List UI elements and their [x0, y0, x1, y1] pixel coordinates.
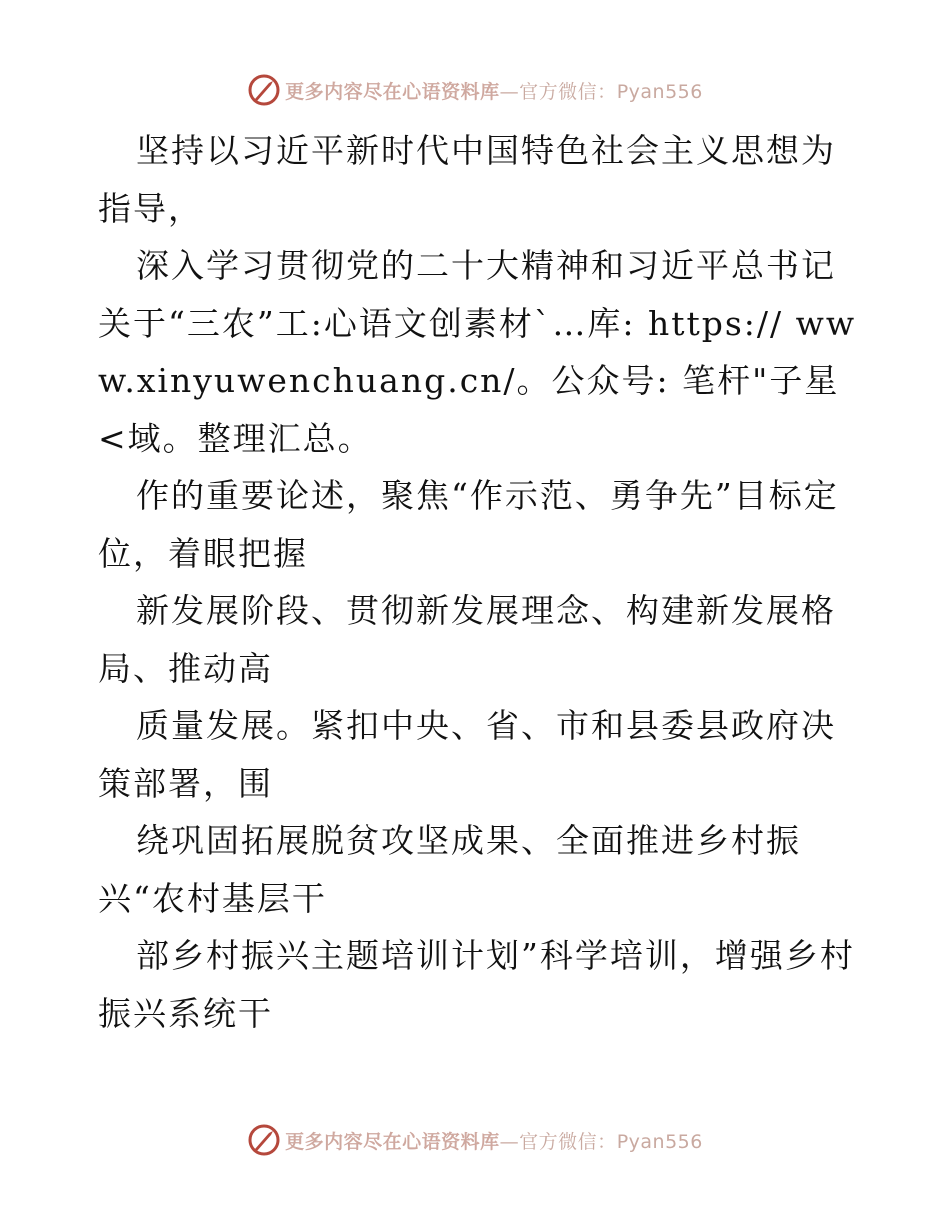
- paragraph: 深入学习贯彻党的二十大精神和习近平总书记关于“三农”工:心语文创素材`…库: https:// www.xinyuwenchuang.cn/。公众号: 笔杆"子星<域。整理汇总。: [98, 246, 857, 458]
- header-watermark-text: [285, 77, 703, 104]
- paragraph: 坚持以习近平新时代中国特色社会主义思想为指导，: [98, 131, 836, 228]
- header-separator: —: [499, 80, 520, 103]
- header-contact-label: 官方微信：: [519, 80, 617, 103]
- footer-separator: —: [499, 1130, 520, 1153]
- header-wechat-id: Pyan556: [616, 80, 703, 103]
- paragraph: 部乡村振兴主题培训计划”科学培训，增强乡村振兴系统干: [98, 936, 855, 1033]
- paragraph: 作的重要论述，聚焦“作示范、勇争先”目标定位，着眼把握: [98, 476, 839, 573]
- paragraph: 质量发展。紧扣中央、省、市和县委县政府决策部署，围: [98, 706, 836, 803]
- footer-watermark-text: [285, 1127, 703, 1154]
- header-brand: 更多内容尽在心语资料库: [285, 80, 500, 103]
- footer-brand: 更多内容尽在心语资料库: [285, 1130, 500, 1153]
- footer-contact-label: 官方微信：: [519, 1130, 617, 1153]
- paragraph: 绕巩固拓展脱贫攻坚成果、全面推进乡村振兴“农村基层干: [98, 821, 801, 918]
- paragraph: 新发展阶段、贯彻新发展理念、构建新发展格局、推动高: [98, 591, 836, 688]
- footer-wechat-id: Pyan556: [616, 1130, 703, 1153]
- header-watermark: [0, 70, 950, 110]
- footer-watermark: [0, 1120, 950, 1160]
- quill-logo-icon: [247, 1123, 281, 1157]
- quill-logo-icon: [247, 73, 281, 107]
- document-body: [98, 122, 858, 1042]
